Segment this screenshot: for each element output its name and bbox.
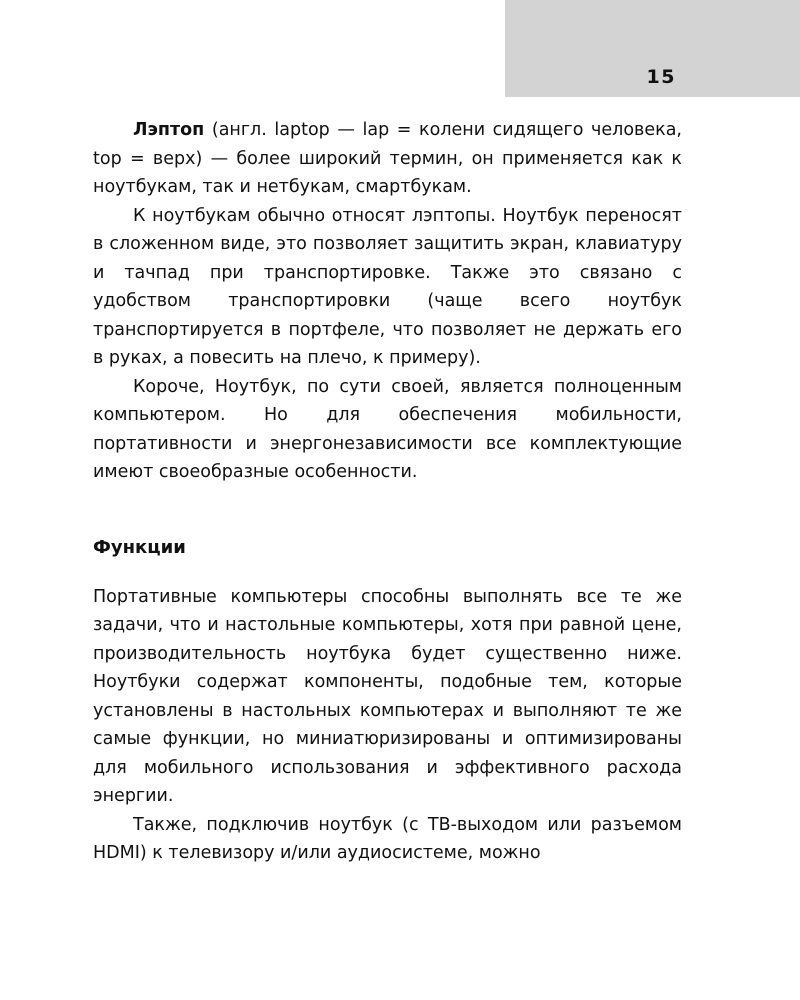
term-definition: (англ. laptop — lap = колени сидящего человека, top = верх) — более широкий термин, он применяется как к ноутбукам, так и нетбукам, смартбукам. xyxy=(93,120,682,197)
intro-paragraph xyxy=(93,116,682,202)
section-heading: Функции xyxy=(93,536,186,558)
body-paragraph: К ноутбукам обычно относят лэптопы. Ноутбук переносят в сложенном виде, это позволяет защитить экран, клавиатуру и тачпад при транспортировке. Также это связано с удобством транспортировки (чаще всего ноутбук транспортируется в портфеле, что позволяет не держать его в руках, а повесить на плечо, к примеру). xyxy=(93,205,682,368)
section-paragraph: Также, подключив ноутбук (с ТВ-выходом или разъемом HDMI) к телевизору и/или аудиосистеме, можно xyxy=(93,814,682,863)
term-laptop: Лэптоп xyxy=(133,120,205,140)
body-paragraph: Короче, Ноутбук, по сути своей, является полноценным компьютером. Но для обеспечения мобильности, портативности и энергонезависимости все комплектующие имеют своеобразные особенности. xyxy=(93,376,682,482)
section-paragraph: Портативные компьютеры способны выполнять все те же задачи, что и настольные компьютеры, хотя при равной цене, производительность ноутбука будет существенно ниже. Ноутбуки содержат компоненты, подобные тем, которые установлены в настольных компьютерах и выполняют те же самые функции, но миниатюризированы и оптимизированы для мобильного использования и эффективного расхода энергии. xyxy=(93,586,682,806)
page-number: 15 xyxy=(646,66,676,88)
page-body xyxy=(93,116,682,868)
